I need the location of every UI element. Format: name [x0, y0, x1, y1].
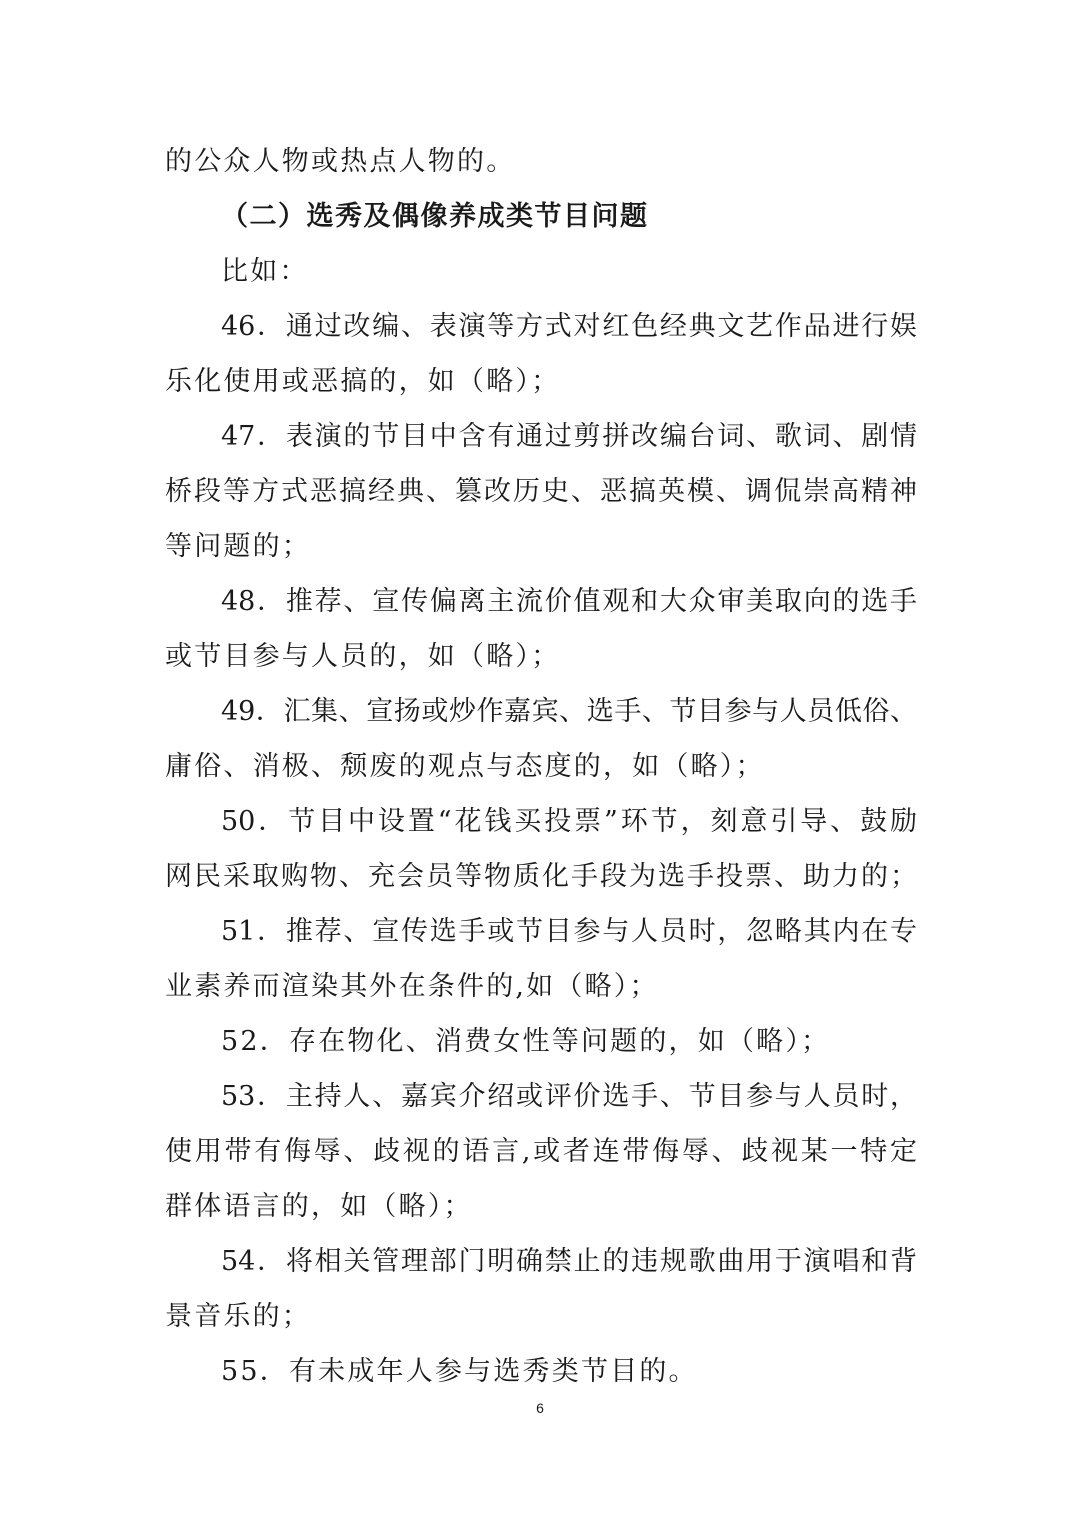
item-53-line-3: 群体语言的，如（略）； — [165, 1191, 473, 1222]
item-54-line-2: 景音乐的； — [165, 1301, 311, 1332]
item-47-line-1: 47．表演的节目中含有通过剪拼改编台词、歌词、剧情 — [221, 421, 917, 452]
item-51-line-2: 业素养而渲染其外在条件的,如（略）； — [165, 971, 659, 1002]
item-51-line-1: 51．推荐、宣传选手或节目参与人员时，忽略其内在专 — [221, 916, 917, 947]
item-47-line-2: 桥段等方式恶搞经典、篡改历史、恶搞英模、调侃崇高精神 — [165, 476, 917, 507]
item-53-line-1: 53．主持人、嘉宾介绍或评价选手、节目参与人员时， — [221, 1081, 917, 1112]
item-49-line-1: 49．汇集、宣扬或炒作嘉宾、选手、节目参与人员低俗、 — [221, 696, 917, 727]
item-46-line-2: 乐化使用或恶搞的，如（略）； — [165, 366, 561, 397]
item-48-line-1: 48．推荐、宣传偏离主流价值观和大众审美取向的选手 — [221, 586, 917, 617]
item-47-line-3: 等问题的； — [165, 531, 311, 562]
text-line-intro: 比如： — [221, 256, 309, 287]
item-53-line-2: 使用带有侮辱、歧视的语言,或者连带侮辱、歧视某一特定 — [165, 1136, 917, 1167]
item-52-line-1: 52．存在物化、消费女性等问题的，如（略）； — [221, 1026, 831, 1057]
item-48-line-2: 或节目参与人员的，如（略）； — [165, 641, 561, 672]
section-heading: （二）选秀及偶像养成类节目问题 — [221, 201, 649, 232]
text-line-continuation: 的公众人物或热点人物的。 — [165, 146, 516, 177]
item-55-line-1: 55．有未成年人参与选秀类节目的。 — [221, 1356, 698, 1387]
item-54-line-1: 54．将相关管理部门明确禁止的违规歌曲用于演唱和背 — [221, 1246, 917, 1277]
item-46-line-1: 46．通过改编、表演等方式对红色经典文艺作品进行娱 — [221, 311, 917, 342]
item-50-line-1: 50．节目中设置“花钱买投票”环节，刻意引导、鼓励 — [221, 806, 917, 837]
item-49-line-2: 庸俗、消极、颓废的观点与态度的，如（略）； — [165, 751, 765, 782]
item-50-line-2: 网民采取购物、充会员等物质化手段为选手投票、助力的； — [165, 861, 917, 892]
page-number: 6 — [536, 1400, 544, 1416]
